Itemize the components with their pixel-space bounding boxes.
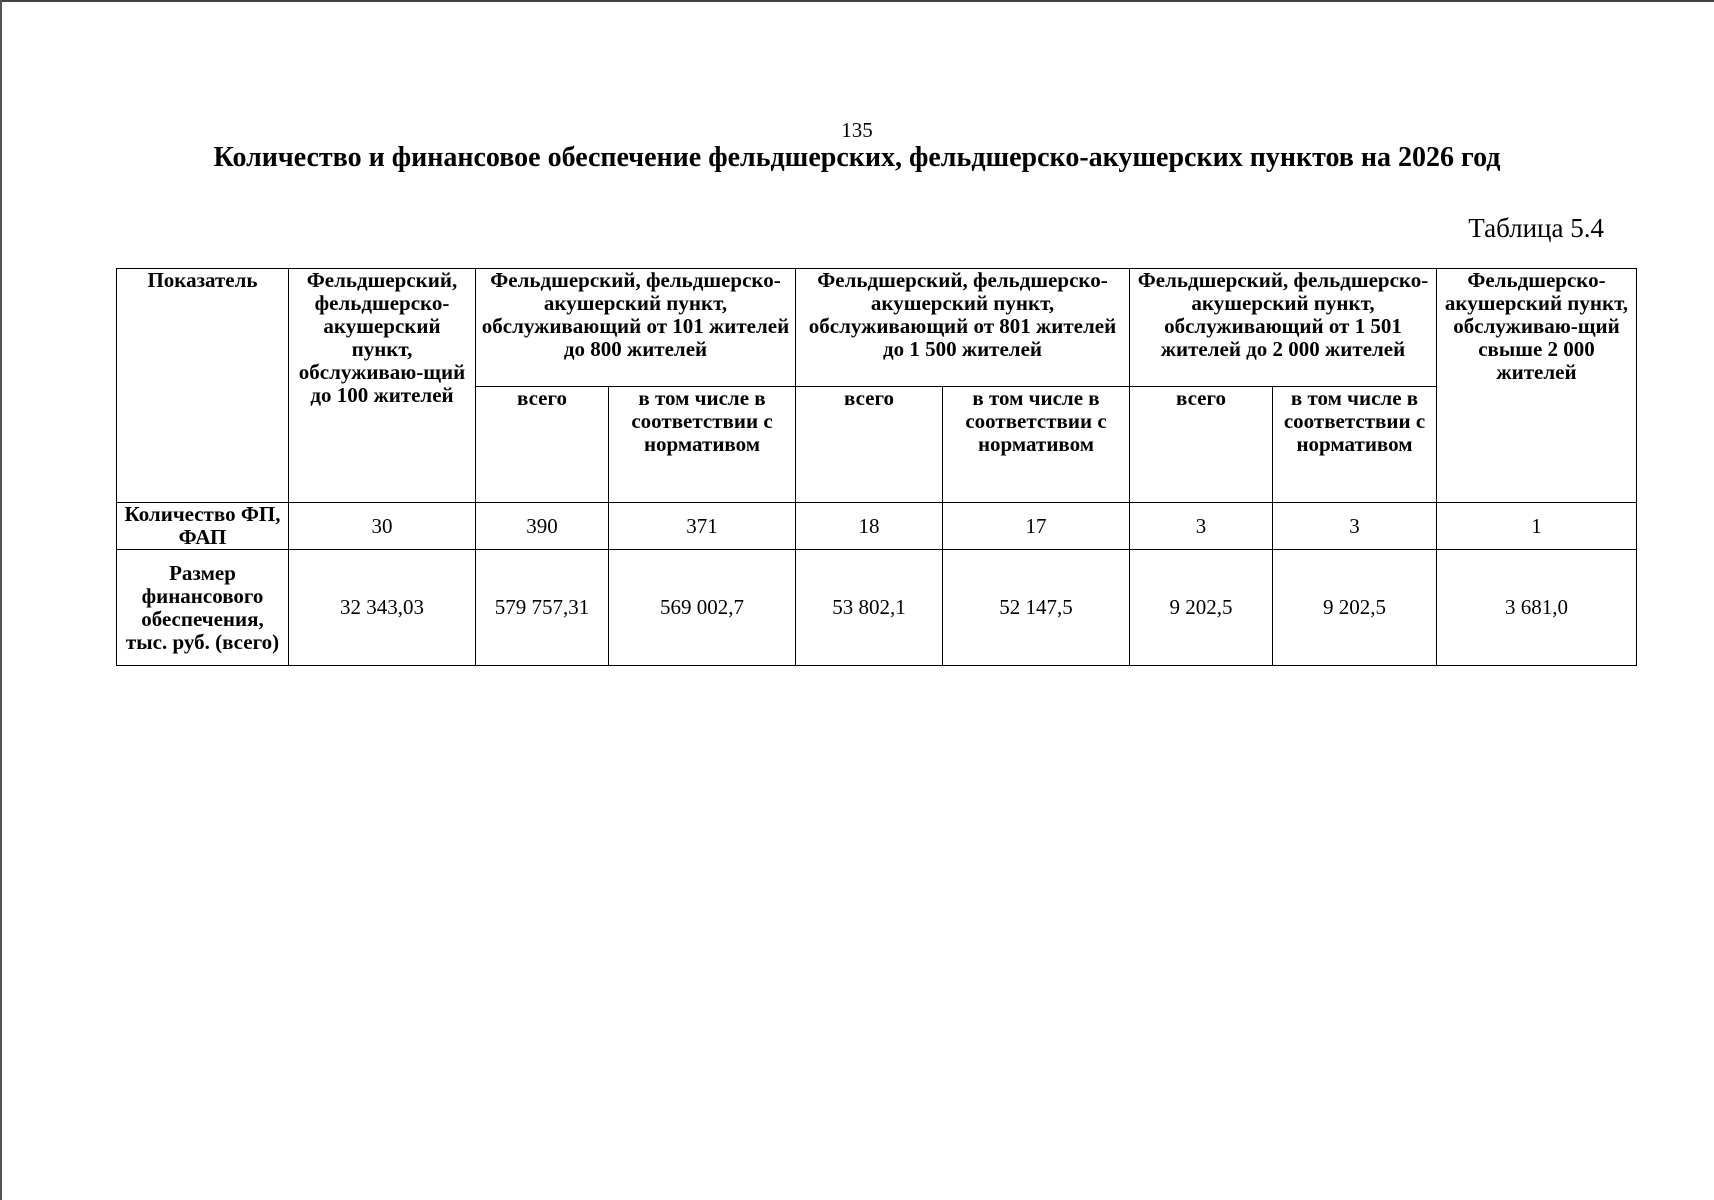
table-cell: 390: [476, 503, 609, 550]
header-indicator: Показатель: [117, 269, 289, 503]
subheader-norm-1501-2000: в том числе в соответствии с нормативом: [1273, 387, 1437, 503]
table-label: Таблица 5.4: [1468, 213, 1604, 243]
table-cell: 569 002,7: [609, 550, 796, 666]
table-cell: 9 202,5: [1273, 550, 1437, 666]
table-cell: 3 681,0: [1437, 550, 1637, 666]
table-header-row: [117, 269, 1637, 387]
document-title: Количество и финансовое обеспечение фельдшерских, фельдшерско-акушерских пунктов на 2026 год: [213, 142, 1501, 173]
header-group-1501-2000: Фельдшерский, фельдшерско-акушерский пункт, обслуживающий от 1 501 жителей до 2 000 жителей: [1130, 269, 1437, 387]
row-label-funding: Размер финансового обеспечения, тыс. руб. (всего): [117, 550, 289, 666]
table-cell: 30: [289, 503, 476, 550]
page-edge-left: [0, 0, 2, 1200]
data-table: [116, 268, 1637, 666]
table-row: [117, 550, 1637, 666]
table-cell: 52 147,5: [943, 550, 1130, 666]
table-row: [117, 503, 1637, 550]
table-cell: 17: [943, 503, 1130, 550]
subheader-norm-801-1500: в том числе в соответствии с нормативом: [943, 387, 1130, 503]
page-edge-top: [0, 0, 1714, 2]
table-cell: 18: [796, 503, 943, 550]
page-number: 135: [841, 118, 873, 142]
table-cell: 53 802,1: [796, 550, 943, 666]
table-cell: 9 202,5: [1130, 550, 1273, 666]
table-cell: 3: [1273, 503, 1437, 550]
subheader-total-1501-2000: всего: [1130, 387, 1273, 503]
table-cell: 579 757,31: [476, 550, 609, 666]
header-group-801-1500: Фельдшерский, фельдшерско-акушерский пункт, обслуживающий от 801 жителей до 1 500 жителей: [796, 269, 1130, 387]
header-group-upto-100: Фельдшерский, фельдшерско-акушерский пункт, обслуживаю-щий до 100 жителей: [289, 269, 476, 503]
table-cell: 3: [1130, 503, 1273, 550]
header-group-over-2000: Фельдшерско-акушерский пункт, обслуживаю-щий свыше 2 000 жителей: [1437, 269, 1637, 503]
table-cell: 1: [1437, 503, 1637, 550]
table-cell: 32 343,03: [289, 550, 476, 666]
subheader-total-801-1500: всего: [796, 387, 943, 503]
subheader-total-101-800: всего: [476, 387, 609, 503]
subheader-norm-101-800: в том числе в соответствии с нормативом: [609, 387, 796, 503]
header-group-101-800: Фельдшерский, фельдшерско-акушерский пункт, обслуживающий от 101 жителей до 800 жителей: [476, 269, 796, 387]
row-label-count: Количество ФП, ФАП: [117, 503, 289, 550]
table-cell: 371: [609, 503, 796, 550]
